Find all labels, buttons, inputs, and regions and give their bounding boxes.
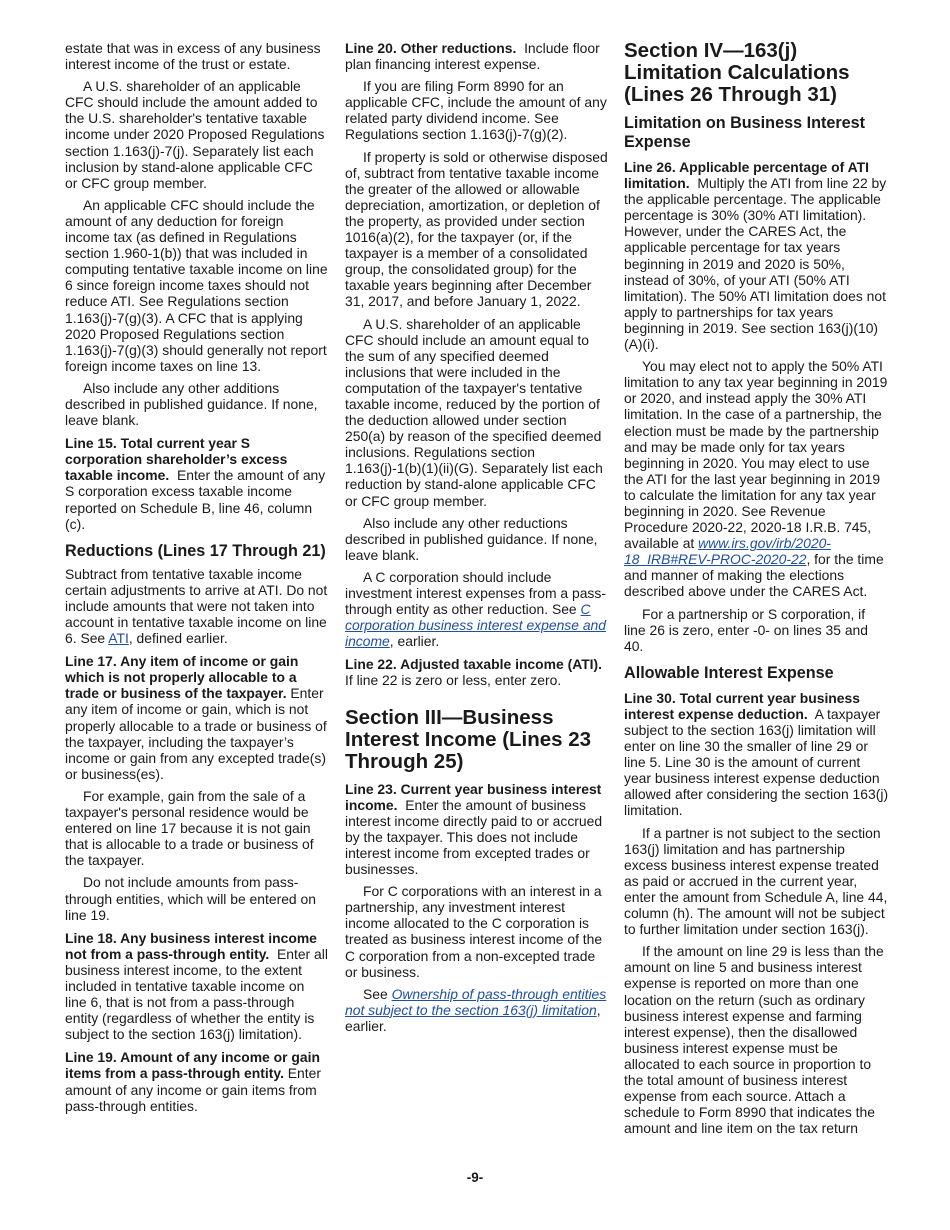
paragraph: A U.S. shareholder of an applicable CFC should include the amount added to the U.S. shareholder's tentative taxable income under 2020 Proposed Regulations section 1.163(j)-7(j). Separately list each inclusion by stand-alone applicable CFC or CFC group member. [65,78,325,191]
ownership-link[interactable]: Ownership of pass-through entities not subject to the section 163(j) limitation [345,985,607,1018]
line-19-entry [65,1049,328,1113]
paragraph: An applicable CFC should include the amount of any deduction for foreign income tax (as defined in Regulations section 1.960-1(b)) that was included in computing tentative taxable income on line 6 since foreign income taxes should not reduce ATI. See Regulations section 1.163(j)-7(g)(3). A CFC that is applying 2020 Proposed Regulations section 1.163(j)-7(g)(3) should generally not report foreign income taxes on line 13. [65,196,328,374]
paragraph: estate that was in excess of any business interest income of the trust or estate. [65,40,321,73]
ccorp-interest-link[interactable]: C corporation business interest expense and income [345,601,606,650]
column-2 [345,40,608,1040]
line-23-heading: Line 23. Current year business interest income. [345,780,602,813]
ccorp-text: A C corporation should include investment interest expenses from a pass-through entity as other reduction. See [345,568,606,618]
line-26-entry [624,159,890,352]
paragraph [345,986,608,1034]
elect-text: You may elect not to apply the 50% ATI limitation to any tax year beginning in 2019 or 2020, and instead apply the 30% ATI limitation. In the case of a partnership, the election must be made by the partnership and may be made only for tax years beginning in 2020. You may elect to use the ATI for the last year beginning in 2019 to calculate the limitation for any tax year beginning in 2020. See Revenue Procedure 2020-22, 2020-18 I.R.B. 745, available at [624,358,888,552]
ccorp-text-end: , earlier. [389,633,440,650]
paragraph: If the amount on line 29 is less than the amount on line 5 and business interest expense is reported on more than one location on the return (such as ordinary business interest expense and farming interest expense), then the disallowed business interest expense must be allocated to each source in proportion to the total amount of business interest expense from each source. Attach a schedule to Form 8990 that indicates the amount and line item on the tax return [624,943,884,1137]
page-number: -9- [466,1170,484,1185]
line-26-heading: Line 26. Applicable percentage of ATI limitation. [624,159,869,192]
line-15-entry [65,435,328,532]
line-22-heading: Line 22. Adjusted taxable income (ATI). [345,656,603,673]
line-19-text: Enter amount of any income or gain items from pass-through entities. [65,1065,321,1114]
reductions-heading: Reductions (Lines 17 Through 21) [65,541,326,560]
paragraph: Also include any other additions described in published guidance. If none, leave blank. [65,379,318,429]
line-18-heading: Line 18. Any business interest income not from a pass-through entity. [65,929,317,962]
line-23-entry [345,781,608,878]
line-22-text: If line 22 is zero or less, enter zero. [345,672,562,689]
paragraph: Also include any other reductions described in published guidance. If none, leave blank. [345,514,598,563]
line-30-text: A taxpayer subject to the section 163(j) limitation will enter on line 30 the smaller of line 29 or line 5. Line 30 is the amount of current year business interest expense deduction allowed after considering the section 163(j) limitation. [624,705,889,819]
see-text: See [363,985,392,1002]
reductions-text: Subtract from tentative taxable income certain adjustments to arrive at ATI. Do not include amounts that were not taken into account in tentative taxable income on line 6. See [65,565,328,647]
paragraph: For C corporations with an interest in a partnership, any investment interest income allocated to the C corporation is treated as business interest income of the C corporation from a non-excepted trade or business. [345,883,603,980]
paragraph [345,569,608,649]
elect-text-end: , for the time and manner of making the elections described above under the CARES Act. [624,551,884,600]
paragraph: If you are filing Form 8990 for an applicable CFC, include the amount of any related party dividend income. See Regulations section 1.163(j)-7(g)(2). [345,78,607,143]
line-23-text: Enter the amount of business interest income directly paid to or accrued by the taxpayer. This does not include interest income from excepted trades or businesses. [345,796,603,878]
line-20-entry [345,40,608,72]
paragraph: A U.S. shareholder of an applicable CFC should include an amount equal to the sum of any specified deemed inclusions that were included in the computation of the taxpayer's tentative taxable income, reduced by the portion of the deduction allowed under section 250(a) by reason of the specified deemed inclusions. Regulations section 1.163(j)-1(b)(1)(ii)(G). Separately list each reduction by stand-alone applicable CFC or CFC group member. [345,315,603,509]
line-30-heading: Line 30. Total current year business interest expense deduction. [624,689,860,722]
ati-link[interactable]: ATI [108,630,129,647]
paragraph: For a partnership or S corporation, if line 26 is zero, enter -0- on lines 35 and 40. [624,605,869,654]
paragraph: If a partner is not subject to the section 163(j) limitation and has partnership excess business interest expense treated as paid or accrued in the current year, enter the amount from Schedule A, line 44, column (h). The amount will not be subject to further limitation under section 163(j). [624,824,888,938]
column-3 [624,40,890,1142]
paragraph: If property is sold or otherwise disposed of, subtract from tentative taxable income the greater of the allowed or allowable depreciation, amortization, or depletion of the property, as provided under section 1016(a)(2), for the taxpayer (or, if the taxpayer is a member of a consolidated group, the consolidated group) for the taxable years beginning after December 31, 2017, and before January 1, 2022. [345,148,608,310]
line-20-heading: Line 20. Other reductions. [345,40,517,56]
line-26-text: Multiply the ATI from line 22 by the applicable percentage. The applicable percentage is 30% (30% ATI limitation). However, under the CARES Act, the applicable percentage for tax years beginning in 2019 and 2020 is 50%, instead of 30%, of your ATI (50% ATI limitation). The 50% ATI limitation does not apply to partnerships for tax years beginning in 2019. See section 163(j)(10)(A)(i). [624,175,887,353]
line-18-entry [65,930,328,1043]
line-15-heading: Line 15. Total current year S corporation shareholder’s excess taxable income. [65,435,288,484]
line-19-heading: Line 19. Amount of any income or gain items from a pass-through entity. [65,1049,320,1082]
see-text-end: , earlier. [345,1001,601,1034]
line-20-text: Include floor plan financing interest expense. [345,40,600,73]
section-4-heading: Section IV—163(j) Limitation Calculations (Lines 26 Through 31) [624,39,850,106]
paragraph: For example, gain from the sale of a taxpayer's personal residence would be entered on line 17 because it is not gain that is allocable to a trade or business of the taxpayer. [65,787,314,869]
column-1 [65,40,328,1120]
line-22-entry [345,656,608,688]
line-18-text: Enter all business interest income, to the extent included in tentative taxable income on line 6, that is not from a pass-through entity (regardless of whether the entity is subject to the section 163(j) limitation). [65,945,328,1043]
allowable-heading: Allowable Interest Expense [624,663,834,682]
line-17-heading: Line 17. Any item of income or gain which is not properly allocable to a trade or business of the taxpayer. [65,653,299,702]
reductions-text-end: , defined earlier. [128,630,228,647]
section-3-heading: Section III—Business Interest Income (Lines 23 Through 25) [345,705,592,773]
reductions-intro [65,566,328,646]
line-30-entry [624,690,890,819]
line-17-text: Enter any item of income or gain, which is not properly allocable to a trade or business of the taxpayer, including the taxpayer’s income or gain from any excepted trade(s) or business(es). [65,685,327,782]
line-15-text: Enter the amount of any S corporation excess taxable income reported on Schedule B, line 46, column (c). [65,467,326,532]
line-17-entry [65,653,328,782]
paragraph: Do not include amounts from pass-through entities, which will be entered on line 19. [65,874,316,923]
paragraph [624,358,890,599]
irs-url-link[interactable]: www.irs.gov/irb/2020-18_IRB#REV-PROC-2020-22 [624,535,831,568]
limitation-heading: Limitation on Business Interest Expense [624,114,866,151]
